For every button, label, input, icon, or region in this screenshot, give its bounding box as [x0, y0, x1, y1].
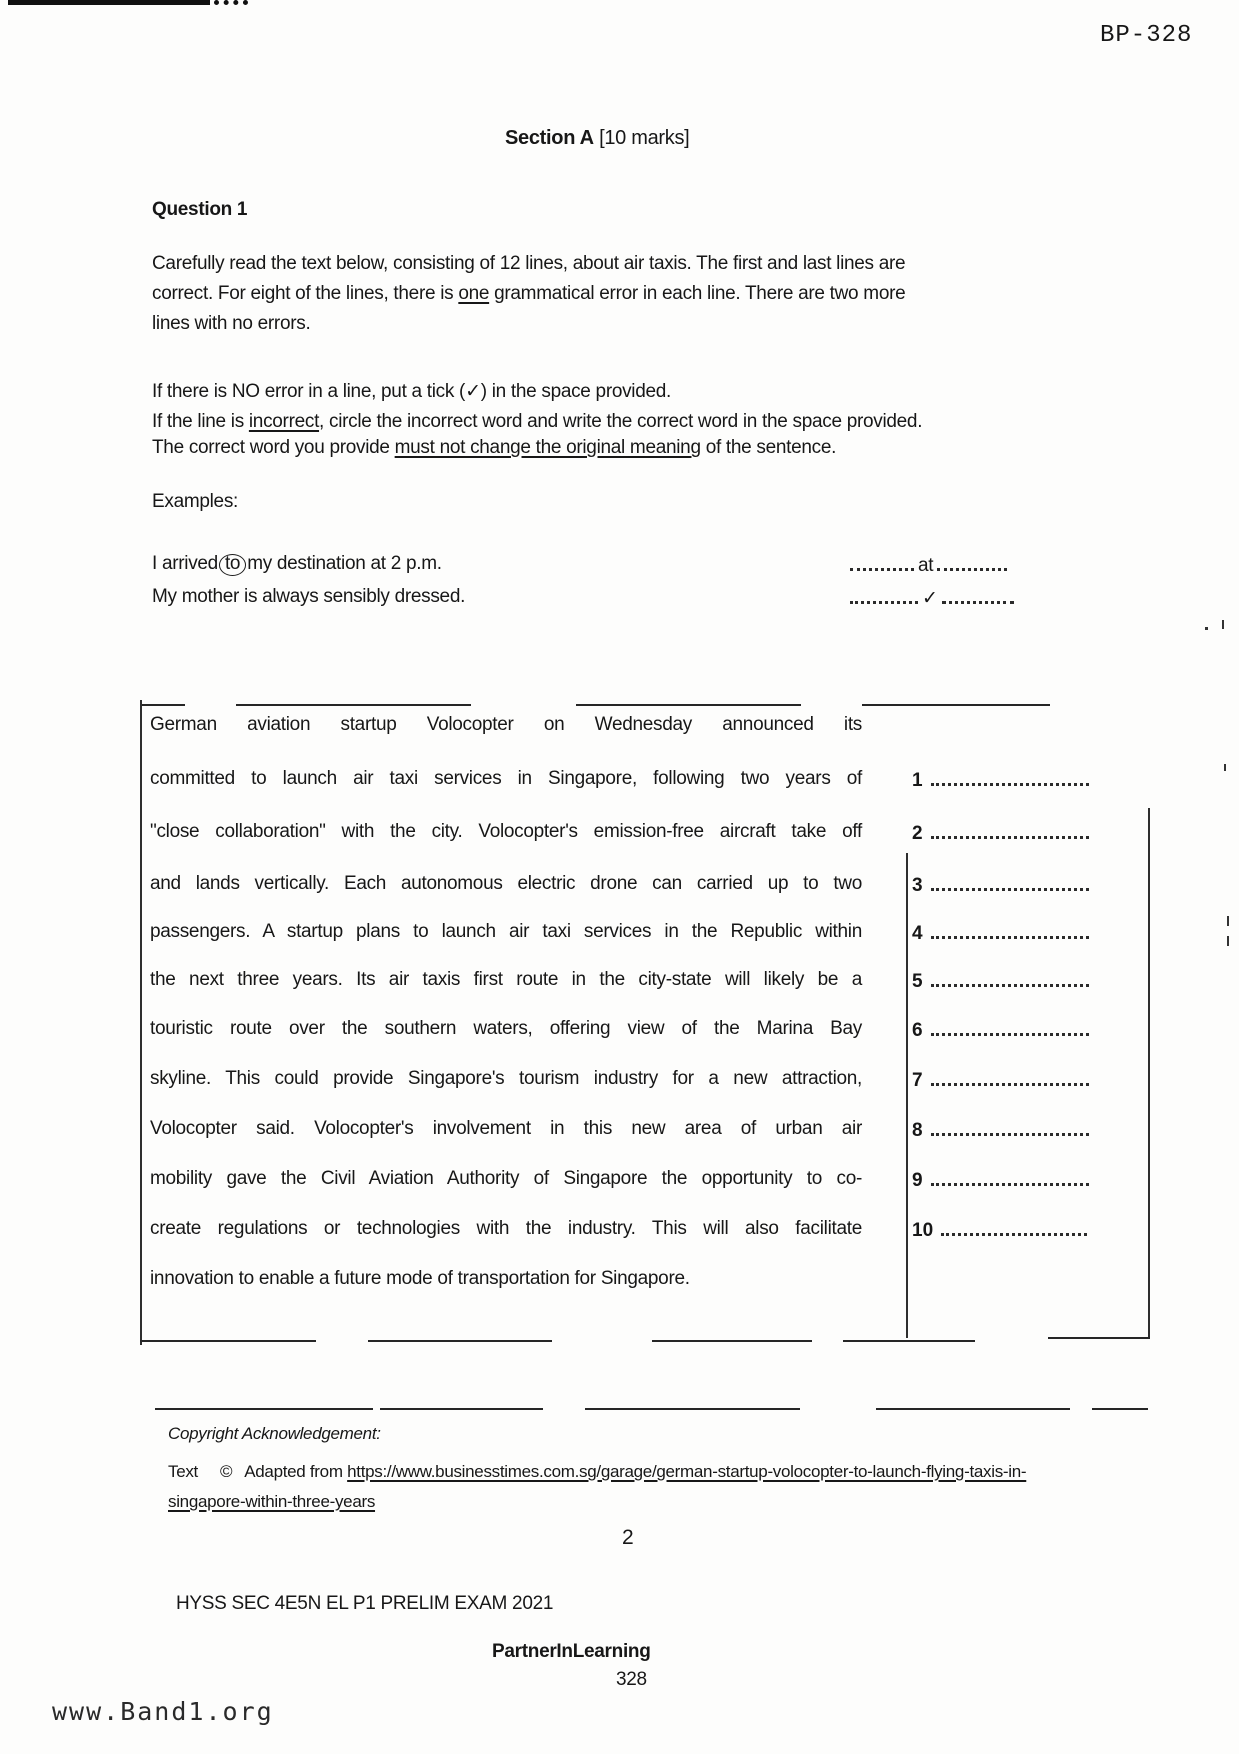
answer-number-1: 1 [912, 770, 923, 791]
source-url-line-1: https://www.businesstimes.com.sg/garage/german-startup-volocopter-to-launch-flying-taxis-in- [347, 1462, 1027, 1481]
answer-row-8 [912, 1117, 1089, 1142]
passage-line-12: innovation to enable a future mode of transportation for Singapore. [150, 1268, 690, 1289]
page-number: 2 [622, 1526, 634, 1549]
answer-blank-3 [931, 872, 1089, 891]
passage-line-9: Volocopter said. Volocopter's involvement in this new area of urban air [150, 1118, 862, 1139]
passage-left-border [140, 700, 142, 1345]
partner-number: 328 [616, 1669, 647, 1690]
answer-number-5: 5 [912, 971, 923, 992]
passage-line-8: skyline. This could provide Singapore's tourism industry for a new attraction, [150, 1068, 862, 1089]
passage-line-4: and lands vertically. Each autonomous electric drone can carried up to two [150, 873, 862, 894]
source-url-line-2: singapore-within-three-years [168, 1492, 376, 1511]
answer-row-6 [912, 1017, 1089, 1042]
example-1-dots-left [850, 552, 914, 571]
examples-label: Examples: [152, 491, 239, 512]
passage-right-border [1148, 808, 1150, 1337]
section-title [505, 126, 689, 150]
scan-edge-bar [8, 0, 210, 5]
question-title: Question 1 [152, 199, 248, 220]
passage-bottom-border [140, 1340, 316, 1342]
answer-blank-8 [931, 1117, 1089, 1136]
answer-number-7: 7 [912, 1070, 923, 1091]
scan-artifact [1224, 764, 1226, 771]
answer-number-4: 4 [912, 923, 923, 944]
intro-line-2-post: grammatical error in each line. There are two more [489, 283, 906, 304]
intro-line-3: lines with no errors. [152, 313, 311, 334]
instruction-1: If there is NO error in a line, put a tick (✓) in the space provided. [152, 381, 672, 402]
instruction-3-pre: The correct word you provide [152, 437, 395, 458]
example-1-circled-word: to [219, 554, 246, 576]
passage-line-7: touristic route over the southern waters, offering view of the Marina Bay [150, 1018, 862, 1039]
passage-bottom-border [843, 1340, 975, 1342]
scan-artifact [1205, 627, 1208, 630]
footer-rule [380, 1408, 543, 1410]
answer-blank-1 [931, 767, 1089, 786]
answer-number-3: 3 [912, 875, 923, 896]
answer-blank-7 [931, 1067, 1089, 1086]
instruction-3-post: of the sentence. [700, 437, 837, 458]
passage-line-6: the next three years. Its air taxis first route in the city-state will likely be a [150, 969, 862, 990]
scan-edge-dots [214, 0, 248, 5]
copyright-label: Copyright Acknowledgement: [168, 1424, 381, 1443]
passage-bottom-border [368, 1340, 552, 1342]
passage-divider-line [906, 853, 908, 1338]
intro-underlined-word: one [458, 283, 490, 304]
adapted-from-label: Adapted from [244, 1462, 343, 1481]
answer-number-2: 2 [912, 823, 923, 844]
exam-code: HYSS SEC 4E5N EL P1 PRELIM EXAM 2021 [176, 1593, 554, 1614]
example-1-sentence [152, 552, 442, 576]
answer-blank-5 [931, 968, 1089, 987]
answer-blank-2 [931, 820, 1089, 839]
answer-blank-4 [931, 920, 1089, 939]
answer-row-5 [912, 968, 1089, 993]
source-prefix: Text [168, 1462, 198, 1481]
passage-line-5: passengers. A startup plans to launch air taxi services in the Republic within [150, 921, 862, 942]
passage-bottom-border [1048, 1337, 1150, 1339]
instruction-2-post: , circle the incorrect word and write the correct word in the space provided. [319, 411, 923, 432]
passage-line-1: German aviation startup Volocopter on Wednesday announced its [150, 714, 862, 735]
answer-number-10: 10 [912, 1220, 934, 1241]
footer-rule [1092, 1408, 1148, 1410]
answer-row-10 [912, 1217, 1087, 1242]
intro-line-2 [152, 282, 905, 306]
passage-top-border [236, 704, 471, 706]
footer-rule [155, 1408, 373, 1410]
example-2-sentence: My mother is always sensibly dressed. [152, 586, 466, 607]
instruction-2 [152, 410, 922, 434]
passage-top-border [576, 704, 801, 706]
answer-row-9 [912, 1167, 1089, 1192]
answer-row-7 [912, 1067, 1089, 1092]
watermark-url: www.Band1.org [52, 1697, 274, 1726]
scan-artifact [1222, 620, 1224, 629]
instruction-3-underline: must not change the original meaning [394, 437, 701, 458]
section-title-name: Section A [505, 127, 594, 149]
passage-top-border [140, 704, 185, 706]
answer-blank-6 [931, 1017, 1089, 1036]
answer-number-8: 8 [912, 1120, 923, 1141]
example-2-answer [846, 585, 1018, 611]
scan-artifact [1227, 936, 1229, 946]
instruction-2-pre: If the line is [152, 411, 249, 432]
example-1-answer [846, 552, 1011, 578]
example-1-dots-right [937, 552, 1007, 571]
passage-line-3: "close collaboration" with the city. Volocopter's emission-free aircraft take off [150, 821, 862, 842]
example-1-post: my destination at 2 p.m. [247, 553, 442, 574]
intro-line-1: Carefully read the text below, consisting of 12 lines, about air taxis. The first and last lines are [152, 253, 906, 274]
section-marks: [10 marks] [599, 127, 690, 149]
passage-line-2: committed to launch air taxi services in Singapore, following two years of [150, 768, 862, 789]
example-2-answer-tick: ✓ [922, 588, 938, 609]
source-line-1 [168, 1460, 1026, 1484]
answer-row-3 [912, 872, 1089, 897]
example-1-answer-word: at [918, 555, 934, 576]
example-1-pre: I arrived [152, 553, 218, 574]
answer-blank-9 [931, 1167, 1089, 1186]
example-2-dots-left [850, 585, 918, 604]
answer-blank-10 [941, 1217, 1087, 1236]
footer-rule [585, 1408, 800, 1410]
instruction-2-underline: incorrect [248, 411, 320, 432]
passage-line-11: create regulations or technologies with the industry. This will also facilitate [150, 1218, 862, 1239]
example-2-dots-right [942, 585, 1014, 604]
copyright-symbol: © [219, 1462, 233, 1481]
answer-row-2 [912, 820, 1089, 845]
answer-row-4 [912, 920, 1089, 945]
answer-number-9: 9 [912, 1170, 923, 1191]
passage-line-10: mobility gave the Civil Aviation Authority of Singapore the opportunity to co- [150, 1168, 862, 1189]
footer-rule [876, 1408, 1070, 1410]
bp-code: BP-328 [1100, 22, 1193, 49]
answer-row-1 [912, 767, 1089, 792]
scan-artifact [1227, 916, 1229, 926]
passage-bottom-border [652, 1340, 812, 1342]
partner-text: PartnerInLearning [492, 1641, 651, 1662]
intro-line-2-pre: correct. For eight of the lines, there is [152, 283, 459, 304]
passage-top-border [862, 704, 1050, 706]
instruction-3 [152, 436, 836, 460]
answer-number-6: 6 [912, 1020, 923, 1041]
